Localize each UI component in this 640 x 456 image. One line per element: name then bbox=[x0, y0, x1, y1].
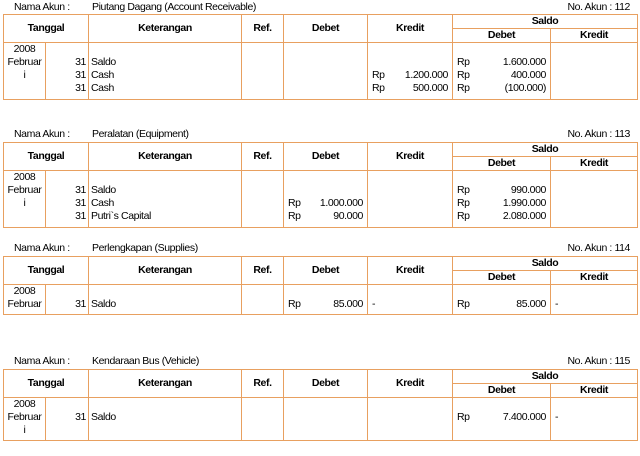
date-month-cont: i bbox=[23, 424, 26, 436]
col-saldo-kredit: Kredit bbox=[551, 157, 638, 171]
account-name-label: Nama Akun : bbox=[14, 355, 70, 367]
row-day: 31 bbox=[75, 184, 86, 196]
desc-cell bbox=[89, 398, 242, 441]
money-value: Rp 1.200.000 bbox=[372, 69, 448, 81]
col-saldo-kredit: Kredit bbox=[551, 384, 638, 398]
account-header bbox=[0, 1, 640, 15]
row-day: 31 bbox=[75, 210, 86, 222]
col-kredit: Kredit bbox=[368, 370, 453, 398]
saldo-kredit-cell bbox=[551, 285, 638, 315]
col-saldo-debet: Debet bbox=[453, 271, 551, 285]
col-saldo: Saldo bbox=[453, 370, 638, 384]
row-desc: Cash bbox=[91, 69, 114, 81]
col-keterangan: Keterangan bbox=[89, 15, 242, 43]
account-name-label: Nama Akun : bbox=[14, 242, 70, 254]
saldo-kredit-cell bbox=[551, 398, 638, 441]
date-year: 2008 bbox=[13, 171, 36, 183]
col-kredit: Kredit bbox=[368, 143, 453, 171]
ledger-table-112 bbox=[3, 14, 638, 100]
row-desc: Saldo bbox=[91, 298, 116, 310]
row-desc: Saldo bbox=[91, 56, 116, 68]
ledger-table-115 bbox=[3, 369, 638, 441]
day-cell bbox=[46, 285, 89, 315]
money-value: Rp 7.400.000 bbox=[457, 411, 546, 423]
debet-cell bbox=[284, 43, 368, 100]
money-value: Rp 990.000 bbox=[457, 184, 546, 196]
day-cell bbox=[46, 171, 89, 228]
col-keterangan: Keterangan bbox=[89, 257, 242, 285]
account-name-label: Nama Akun : bbox=[14, 128, 70, 140]
row-day: 31 bbox=[75, 411, 86, 423]
kredit-cell bbox=[368, 171, 453, 228]
col-keterangan: Keterangan bbox=[89, 370, 242, 398]
saldo-debet-cell bbox=[453, 171, 551, 228]
money-value: Rp 1.990.000 bbox=[457, 197, 546, 209]
account-header bbox=[0, 242, 640, 256]
ref-cell bbox=[242, 43, 284, 100]
col-kredit: Kredit bbox=[368, 257, 453, 285]
account-number: No. Akun : 113 bbox=[567, 128, 630, 140]
col-debet: Debet bbox=[284, 15, 368, 43]
account-header bbox=[0, 128, 640, 142]
col-tanggal: Tanggal bbox=[4, 15, 89, 43]
date-cell bbox=[4, 43, 46, 100]
col-saldo: Saldo bbox=[453, 15, 638, 29]
col-saldo-kredit: Kredit bbox=[551, 29, 638, 43]
account-name-label: Nama Akun : bbox=[14, 1, 70, 13]
date-month-cont: i bbox=[23, 197, 26, 209]
debet-cell bbox=[284, 171, 368, 228]
col-ref: Ref. bbox=[242, 143, 284, 171]
row-day: 31 bbox=[75, 82, 86, 94]
saldo-kredit-cell bbox=[551, 171, 638, 228]
row-day: 31 bbox=[75, 197, 86, 209]
col-saldo-debet: Debet bbox=[453, 29, 551, 43]
account-name: Piutang Dagang (Account Receivable) bbox=[92, 1, 257, 13]
money-value: Rp 85.000 bbox=[457, 298, 546, 310]
ref-cell bbox=[242, 398, 284, 441]
ref-cell bbox=[242, 285, 284, 315]
date-cell bbox=[4, 398, 46, 441]
kredit-cell bbox=[368, 285, 453, 315]
col-ref: Ref. bbox=[242, 257, 284, 285]
date-year: 2008 bbox=[13, 398, 36, 410]
day-cell bbox=[46, 43, 89, 100]
col-tanggal: Tanggal bbox=[4, 143, 89, 171]
col-ref: Ref. bbox=[242, 15, 284, 43]
row-desc: Saldo bbox=[91, 411, 116, 423]
desc-cell bbox=[89, 43, 242, 100]
money-value: Rp 1.600.000 bbox=[457, 56, 546, 68]
desc-cell bbox=[89, 285, 242, 315]
account-name: Kendaraan Bus (Vehicle) bbox=[92, 355, 199, 367]
saldo-debet-cell bbox=[453, 43, 551, 100]
row-desc: Putri`s Capital bbox=[91, 210, 151, 222]
account-number: No. Akun : 115 bbox=[567, 355, 630, 367]
kredit-cell bbox=[368, 43, 453, 100]
saldo-debet-cell bbox=[453, 398, 551, 441]
account-name: Peralatan (Equipment) bbox=[92, 128, 189, 140]
account-header bbox=[0, 355, 640, 369]
row-day: 31 bbox=[75, 69, 86, 81]
money-value: Rp 400.000 bbox=[457, 69, 546, 81]
col-saldo: Saldo bbox=[453, 257, 638, 271]
desc-cell bbox=[89, 171, 242, 228]
account-number: No. Akun : 112 bbox=[567, 1, 630, 13]
date-month-cont: i bbox=[23, 69, 26, 81]
money-value: Rp 1.000.000 bbox=[288, 197, 363, 209]
col-debet: Debet bbox=[284, 143, 368, 171]
date-cell bbox=[4, 171, 46, 228]
day-cell bbox=[46, 398, 89, 441]
money-value: Rp (100.000) bbox=[457, 82, 546, 94]
date-month: Februar bbox=[7, 298, 42, 310]
debet-cell bbox=[284, 398, 368, 441]
col-tanggal: Tanggal bbox=[4, 370, 89, 398]
row-desc: Saldo bbox=[91, 184, 116, 196]
dash-value: - bbox=[555, 298, 559, 310]
date-cell bbox=[4, 285, 46, 315]
date-month: Februar bbox=[7, 184, 42, 196]
row-desc: Cash bbox=[91, 197, 114, 209]
saldo-kredit-cell bbox=[551, 43, 638, 100]
date-month: Februar bbox=[7, 411, 42, 423]
col-keterangan: Keterangan bbox=[89, 143, 242, 171]
dash-value: - bbox=[555, 411, 559, 423]
ledger-table-114 bbox=[3, 256, 638, 315]
kredit-cell bbox=[368, 398, 453, 441]
col-saldo-kredit: Kredit bbox=[551, 271, 638, 285]
dash-value: - bbox=[372, 298, 376, 310]
ref-cell bbox=[242, 171, 284, 228]
date-year: 2008 bbox=[13, 43, 36, 55]
col-kredit: Kredit bbox=[368, 15, 453, 43]
money-value: Rp 2.080.000 bbox=[457, 210, 546, 222]
saldo-debet-cell bbox=[453, 285, 551, 315]
money-value: Rp 90.000 bbox=[288, 210, 363, 222]
row-day: 31 bbox=[75, 56, 86, 68]
col-saldo-debet: Debet bbox=[453, 384, 551, 398]
col-debet: Debet bbox=[284, 370, 368, 398]
account-name: Perlengkapan (Supplies) bbox=[92, 242, 198, 254]
col-saldo: Saldo bbox=[453, 143, 638, 157]
account-number: No. Akun : 114 bbox=[567, 242, 630, 254]
col-ref: Ref. bbox=[242, 370, 284, 398]
col-debet: Debet bbox=[284, 257, 368, 285]
debet-cell bbox=[284, 285, 368, 315]
col-saldo-debet: Debet bbox=[453, 157, 551, 171]
money-value: Rp 500.000 bbox=[372, 82, 448, 94]
ledger-table-113 bbox=[3, 142, 638, 228]
row-desc: Cash bbox=[91, 82, 114, 94]
date-year: 2008 bbox=[13, 285, 36, 297]
col-tanggal: Tanggal bbox=[4, 257, 89, 285]
row-day: 31 bbox=[75, 298, 86, 310]
money-value: Rp 85.000 bbox=[288, 298, 363, 310]
date-month: Februar bbox=[7, 56, 42, 68]
